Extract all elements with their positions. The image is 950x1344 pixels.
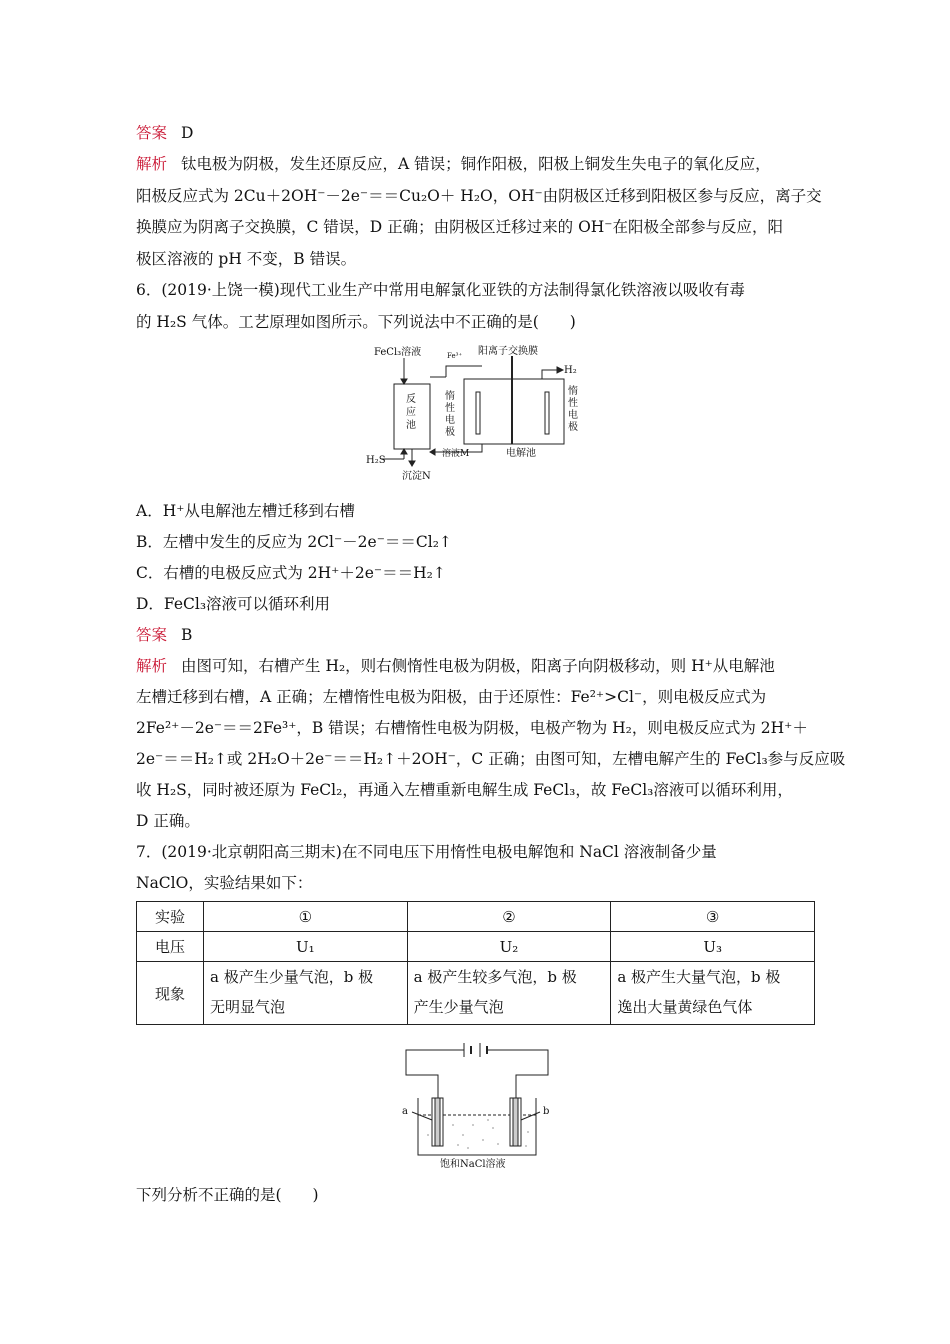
membrane-label: 阳离子交换膜: [478, 346, 538, 357]
table-cell: 实验: [137, 902, 204, 932]
table-row: [137, 932, 815, 962]
right-electrode-char-4: 极: [568, 422, 578, 433]
analysis-2-line-2: 左槽迁移到右槽，A 正确；左槽惰性电极为阳极，由于还原性：Fe²⁺>Cl⁻，则电极反应式为: [136, 688, 767, 706]
analysis-tag: 解析: [136, 657, 168, 675]
right-electrode-char-1: 惰: [568, 386, 578, 397]
fe3-label: Fe³⁺: [447, 352, 463, 360]
analysis-text: 由图可知，右槽产生 H₂，则右侧惰性电极为阴极，阳离子向阴极移动，则 H⁺从电解池: [181, 657, 775, 675]
reactor-char-1: 反: [406, 394, 416, 405]
answer-tag: 答案: [136, 626, 168, 644]
table-cell: U₃: [611, 932, 815, 962]
experiment-table: [136, 901, 815, 1025]
table-cell: 电压: [137, 932, 204, 962]
analysis-2-line-4: 2e⁻＝＝H₂↑或 2H₂O＋2e⁻＝＝H₂↑＋2OH⁻，C 正确；由图可知，左槽电解产生的 FeCl₃参与反应吸: [136, 750, 846, 768]
right-electrode-char-2: 性: [568, 398, 578, 409]
table-row: [137, 962, 815, 1025]
table-cell: U₂: [407, 932, 611, 962]
question-6-line-2: 的 H₂S 气体。工艺原理如图所示。下列说法中不正确的是( ): [136, 313, 576, 331]
fecl3-label: FeCl₃溶液: [374, 347, 422, 358]
table-cell: a 极产生大量气泡，b 极 逸出大量黄绿色气体: [611, 962, 815, 1025]
analysis-2-line-1: [136, 656, 775, 676]
analysis-1-line-4: 极区溶液的 pH 不变，B 错误。: [136, 250, 357, 268]
right-electrode: [545, 392, 549, 434]
answer-value: D: [181, 124, 194, 142]
h2s-label: H₂S: [366, 455, 386, 466]
precipitate-label: 沉淀N: [402, 471, 431, 482]
table-cell: 现象: [137, 962, 204, 1025]
solution-m-label: 溶液M: [442, 449, 470, 459]
analysis-2-line-5: 收 H₂S，同时被还原为 FeCl₂，再通入左槽重新电解生成 FeCl₃，故 FeCl₃溶液可以循环利用，: [136, 781, 793, 799]
h2-label: H₂: [564, 365, 577, 376]
electrolysis-process-diagram: [362, 344, 594, 484]
right-electrode-char-3: 电: [568, 410, 578, 421]
answer-value: B: [181, 626, 193, 644]
answer-tag: 答案: [136, 124, 168, 142]
answer-1: [136, 123, 193, 143]
question-7-prompt: 下列分析不正确的是( ): [136, 1186, 319, 1204]
option-c: C．右槽的电极反应式为 2H⁺＋2e⁻＝＝H₂↑: [136, 564, 446, 582]
left-electrode-char-2: 性: [445, 403, 455, 414]
left-electrode-char-1: 惰: [445, 391, 455, 402]
analysis-1-line-3: 换膜应为阴离子交换膜，C 错误，D 正确；由阴极区迁移过来的 OH⁻在阳极全部参与反应，阳: [136, 218, 783, 236]
option-b: B．左槽中发生的反应为 2Cl⁻－2e⁻＝＝Cl₂↑: [136, 533, 452, 551]
electrolyzer-label: 电解池: [506, 448, 536, 459]
option-a: A．H⁺从电解池左槽迁移到右槽: [136, 502, 355, 520]
diagram-caption: 饱和NaCl溶液: [440, 1159, 506, 1170]
table-row: [137, 902, 815, 932]
table-cell: ②: [407, 902, 611, 932]
reactor-char-3: 池: [406, 420, 416, 431]
label-a: a: [402, 1106, 408, 1117]
reactor-char-2: 应: [406, 407, 416, 418]
table-cell: a 极产生较多气泡，b 极 产生少量气泡: [407, 962, 611, 1025]
left-electrode: [476, 392, 480, 434]
question-7-line-1: 7．(2019·北京朝阳高三期末)在不同电压下用惰性电极电解饱和 NaCl 溶液制备少量: [136, 843, 717, 861]
table-cell: ①: [204, 902, 408, 932]
nacl-electrolysis-diagram: [398, 1040, 558, 1175]
analysis-tag: 解析: [136, 155, 168, 173]
table-cell: a 极产生少量气泡，b 极 无明显气泡: [204, 962, 408, 1025]
question-6-line-1: 6．(2019·上饶一模)现代工业生产中常用电解氯化亚铁的方法制得氯化铁溶液以吸收有毒: [136, 281, 745, 299]
left-electrode-char-4: 极: [445, 427, 455, 438]
answer-2: [136, 625, 192, 645]
question-7-line-2: NaClO，实验结果如下：: [136, 874, 313, 892]
analysis-2-line-6: D 正确。: [136, 812, 200, 830]
label-b: b: [543, 1106, 550, 1117]
table-cell: U₁: [204, 932, 408, 962]
table-cell: ③: [611, 902, 815, 932]
analysis-2-line-3: 2Fe²⁺－2e⁻＝＝2Fe³⁺，B 错误；右槽惰性电极为阴极，电极产物为 H₂，则电极反应式为 2H⁺＋: [136, 719, 808, 737]
option-d: D．FeCl₃溶液可以循环利用: [136, 595, 331, 613]
analysis-1-line-1: [136, 154, 771, 174]
left-electrode-char-3: 电: [445, 415, 455, 426]
analysis-1-line-2: 阳极反应式为 2Cu＋2OH⁻－2e⁻＝＝Cu₂O＋ H₂O，OH⁻由阴极区迁移到阳极区参与反应，离子交: [136, 187, 822, 205]
analysis-text: 钛电极为阴极，发生还原反应，A 错误；铜作阳极，阳极上铜发生失电子的氧化反应，: [181, 155, 771, 173]
